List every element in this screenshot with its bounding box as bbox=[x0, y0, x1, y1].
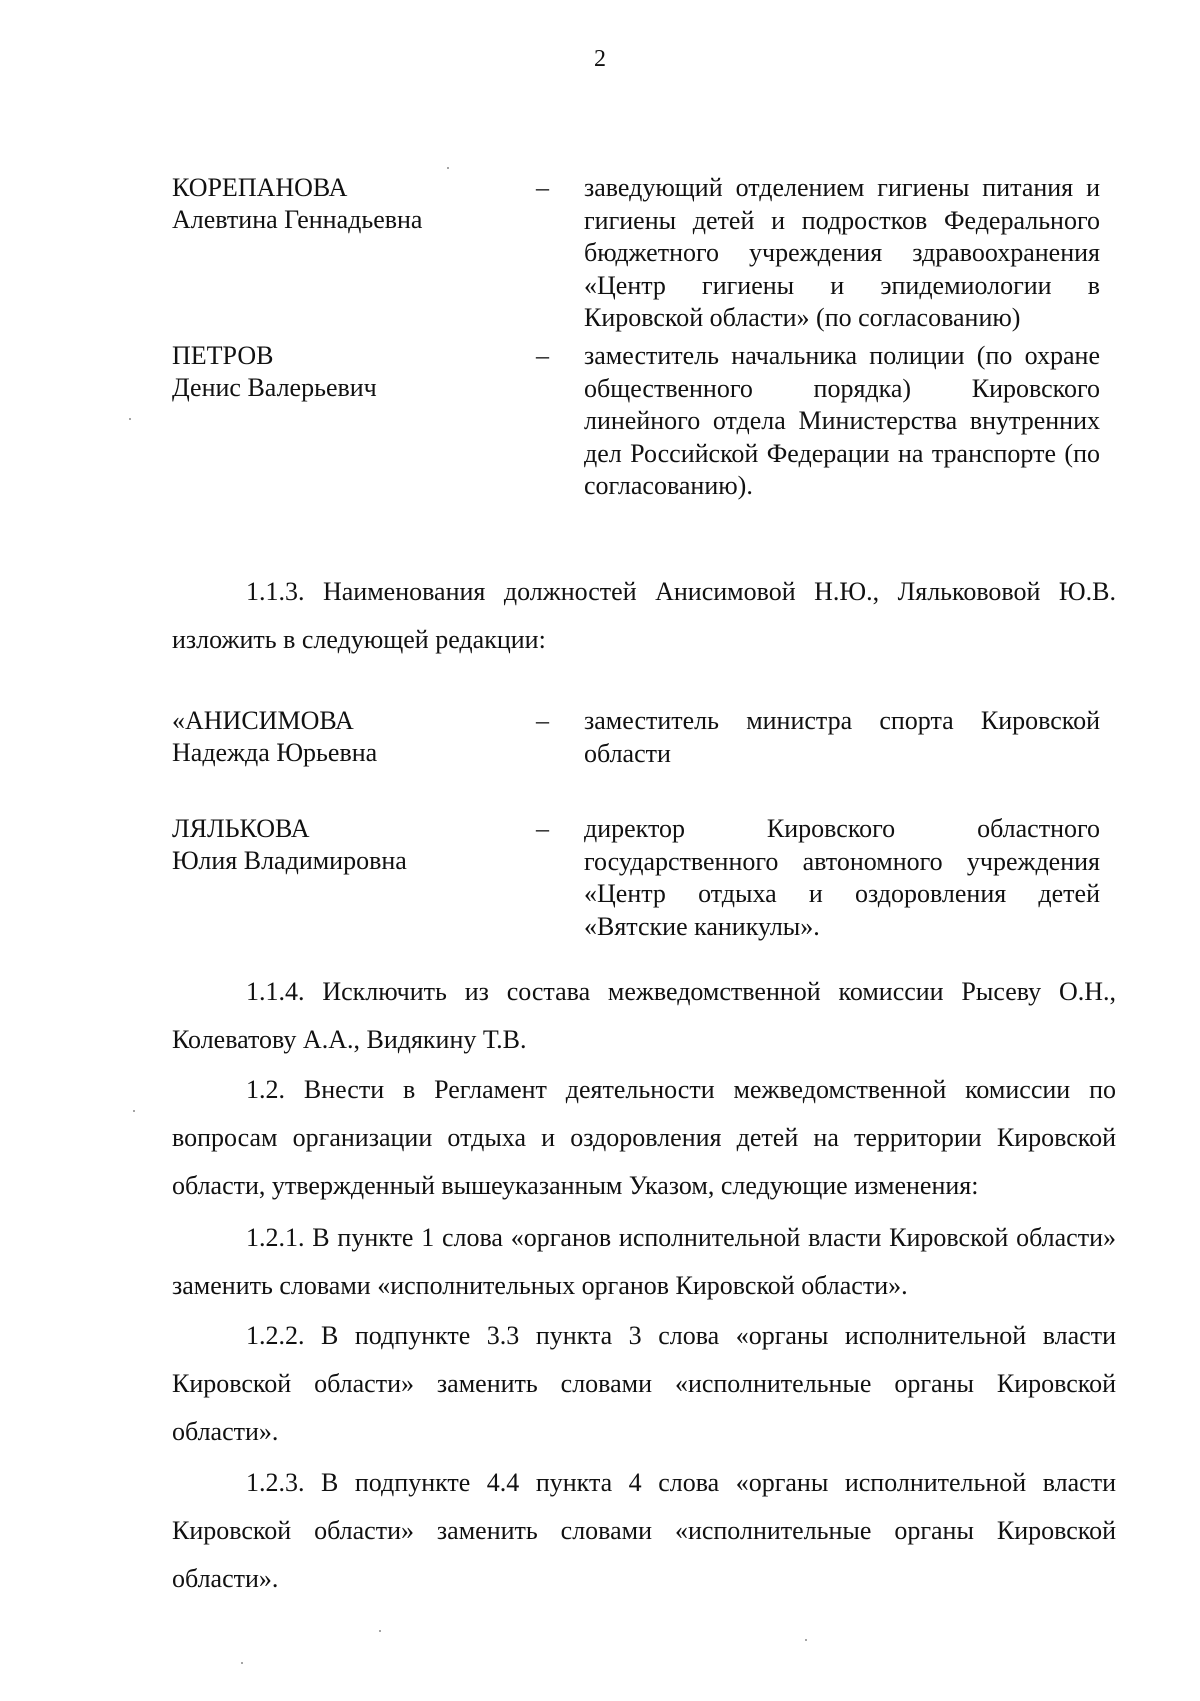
scan-speck bbox=[379, 1630, 381, 1632]
paragraph-1-2-3: 1.2.3. В подпункте 4.4 пункта 4 слова «органы исполнительной власти Кировской области» заменить словами «исполнительные органы Кировской области». bbox=[172, 1468, 1116, 1593]
member-role: заместитель министра спорта Кировской области bbox=[584, 706, 1100, 768]
dash-separator: – bbox=[536, 173, 549, 202]
dash-separator: – bbox=[536, 706, 549, 735]
page-number: 2 bbox=[594, 46, 606, 72]
member-name bbox=[172, 705, 532, 769]
member-role: заместитель начальника полиции (по охране общественного порядка) Кировского линейного отдела Министерства внутренних дел Российской Федерации на транспорте (по согласованию). bbox=[584, 341, 1100, 500]
paragraph-1-2: 1.2. Внести в Регламент деятельности межведомственной комиссии по вопросам организации отдыха и оздоровления детей на территории Кировской области, утвержденный вышеуказанным Указом, следующие изменения: bbox=[172, 1075, 1116, 1200]
member-surname: ЛЯЛЬКОВА bbox=[172, 814, 310, 843]
member-name bbox=[172, 813, 532, 877]
member-surname: «АНИСИМОВА bbox=[172, 706, 354, 735]
member-role: заведующий отделением гигиены питания и гигиены детей и подростков Федерального бюджетного учреждения здравоохранения «Центр гигиены и эпидемиологии в Кировской области» (по согласованию) bbox=[584, 173, 1100, 332]
member-name bbox=[172, 172, 532, 236]
paragraph-1-1-3: 1.1.3. Наименования должностей Анисимовой Н.Ю., Лялькововой Ю.В. изложить в следующей редакции: bbox=[172, 577, 1116, 654]
member-role: директор Кировского областного государственного автономного учреждения «Центр отдыха и оздоровления детей «Вятские каникулы». bbox=[584, 814, 1100, 941]
member-surname: ПЕТРОВ bbox=[172, 341, 274, 370]
paragraph-1-2-2: 1.2.2. В подпункте 3.3 пункта 3 слова «органы исполнительной власти Кировской области» заменить словами «исполнительные органы Кировской области». bbox=[172, 1321, 1116, 1446]
member-given-name: Денис Валерьевич bbox=[172, 373, 377, 402]
member-surname: КОРЕПАНОВА bbox=[172, 173, 348, 202]
member-name bbox=[172, 340, 532, 404]
scan-speck bbox=[133, 1110, 135, 1112]
scan-speck bbox=[805, 1639, 807, 1641]
member-given-name: Надежда Юрьевна bbox=[172, 738, 378, 767]
member-given-name: Юлия Владимировна bbox=[172, 846, 407, 875]
scan-speck bbox=[129, 418, 131, 420]
member-given-name: Алевтина Геннадьевна bbox=[172, 205, 423, 234]
dash-separator: – bbox=[536, 814, 549, 843]
scan-speck bbox=[241, 1662, 243, 1664]
paragraph-1-2-1: 1.2.1. В пункте 1 слова «органов исполнительной власти Кировской области» заменить словами «исполнительных органов Кировской области». bbox=[172, 1223, 1116, 1300]
dash-separator: – bbox=[536, 341, 549, 370]
scan-speck bbox=[447, 167, 449, 169]
paragraph-1-1-4: 1.1.4. Исключить из состава межведомственной комиссии Рысеву О.Н., Колеватову А.А., Видякину Т.В. bbox=[172, 977, 1116, 1054]
